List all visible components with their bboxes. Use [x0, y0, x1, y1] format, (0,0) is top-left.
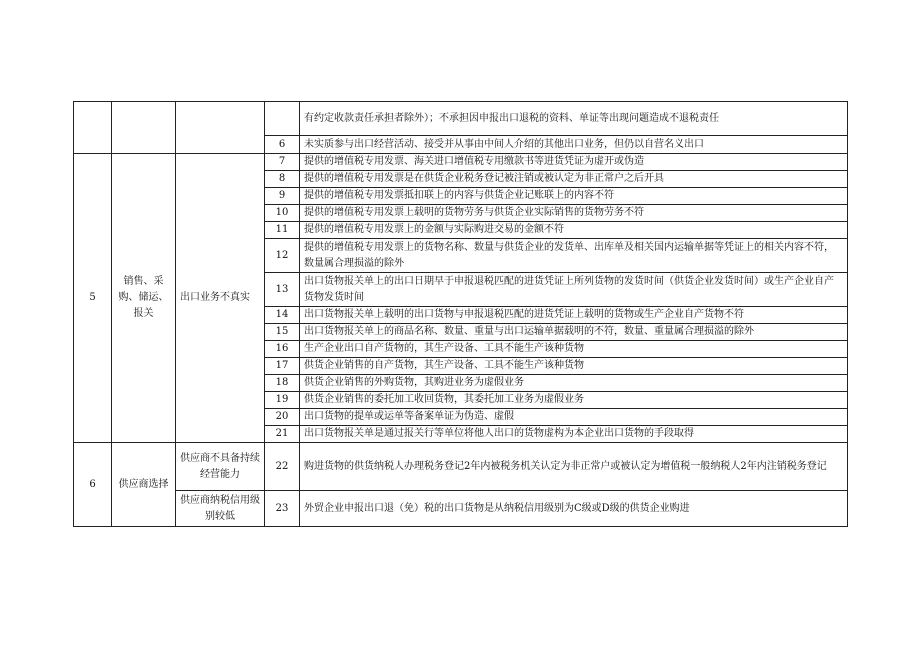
row-number: 17: [265, 358, 300, 375]
category-label: 出口业务不真实: [176, 154, 265, 443]
row-number: 8: [265, 171, 300, 188]
group-number: 5: [74, 154, 112, 443]
row-number: 22: [265, 443, 300, 491]
row-number: 15: [265, 324, 300, 341]
row-text: 生产企业出口自产货物的，其生产设备、工具不能生产该种货物: [300, 341, 848, 358]
row-text: 外贸企业申报出口退（免）税的出口货物是从纳税信用级别为C级或D级的供货企业购进: [300, 491, 848, 527]
row-text: 提供的增值税专用发票上的货物名称、数量与供货企业的发货单、出库单及相关国内运输单据等凭证上的相关内容不符，数量属合理损溢的除外: [300, 239, 848, 273]
row-number: 18: [265, 375, 300, 392]
row-text: 提供的增值税专用发票、海关进口增值税专用缴款书等进货凭证为虚开或伪造: [300, 154, 848, 171]
category-label: 供应商不具备持续经营能力: [176, 443, 265, 491]
table-row: [74, 102, 848, 136]
row-number: 11: [265, 222, 300, 239]
row-text: 提供的增值税专用发票上载明的货物劳务与供货企业实际销售的货物劳务不符: [300, 205, 848, 222]
row-text: 出口货物报关单上的出口日期早于申报退税匹配的进货凭证上所列货物的发货时间（供货企业发货时间）或生产企业自产货物发货时间: [300, 273, 848, 307]
row-text: 出口货物报关单上载明的出口货物与申报退税匹配的进货凭证上载明的货物或生产企业自产货物不符: [300, 307, 848, 324]
row-number: [265, 102, 300, 136]
row-number: 9: [265, 188, 300, 205]
row-number: 14: [265, 307, 300, 324]
row-number: 23: [265, 491, 300, 527]
table-row: [74, 154, 848, 171]
group-number: 6: [74, 443, 112, 527]
row-number: 19: [265, 392, 300, 409]
row-text: 出口货物的提单或运单等备案单证为伪造、虚假: [300, 409, 848, 426]
row-text: 提供的增值税专用发票上的金额与实际购进交易的金额不符: [300, 222, 848, 239]
table-row: [74, 443, 848, 491]
row-number: 10: [265, 205, 300, 222]
row-number: 6: [265, 136, 300, 154]
group-name: 销售、采购、储运、报关: [112, 154, 176, 443]
table-row: [74, 491, 848, 527]
row-text: 供货企业销售的外购货物，其购进业务为虚假业务: [300, 375, 848, 392]
row-number: 16: [265, 341, 300, 358]
row-text: 出口货物报关单上的商品名称、数量、重量与出口运输单据载明的不符，数量、重量属合理损溢的除外: [300, 324, 848, 341]
row-number: 21: [265, 426, 300, 443]
category-label: 供应商纳税信用级别较低: [176, 491, 265, 527]
group-num-cell: [74, 102, 112, 154]
row-text: 有约定收款责任承担者除外）；不承担因申报出口退税的资料、单证等出现问题造成不退税责任: [300, 102, 848, 136]
row-number: 7: [265, 154, 300, 171]
row-text: 供货企业销售的委托加工收回货物，其委托加工业务为虚假业务: [300, 392, 848, 409]
row-text: 购进货物的供货纳税人办理税务登记2年内被税务机关认定为非正常户或被认定为增值税一般纳税人2年内注销税务登记: [300, 443, 848, 491]
category-cell: [176, 102, 265, 154]
risk-table: [73, 101, 848, 527]
group-name-cell: [112, 102, 176, 154]
row-number: 12: [265, 239, 300, 273]
row-text: 未实质参与出口经营活动、接受并从事由中间人介绍的其他出口业务，但仍以自营名义出口: [300, 136, 848, 154]
row-text: 出口货物报关单是通过报关行等单位将他人出口的货物虚构为本企业出口货物的手段取得: [300, 426, 848, 443]
row-text: 供货企业销售的自产货物，其生产设备、工具不能生产该种货物: [300, 358, 848, 375]
row-text: 提供的增值税专用发票抵扣联上的内容与供货企业记账联上的内容不符: [300, 188, 848, 205]
row-text: 提供的增值税专用发票是在供货企业税务登记被注销或被认定为非正常户之后开具: [300, 171, 848, 188]
row-number: 13: [265, 273, 300, 307]
row-number: 20: [265, 409, 300, 426]
group-name: 供应商选择: [112, 443, 176, 527]
